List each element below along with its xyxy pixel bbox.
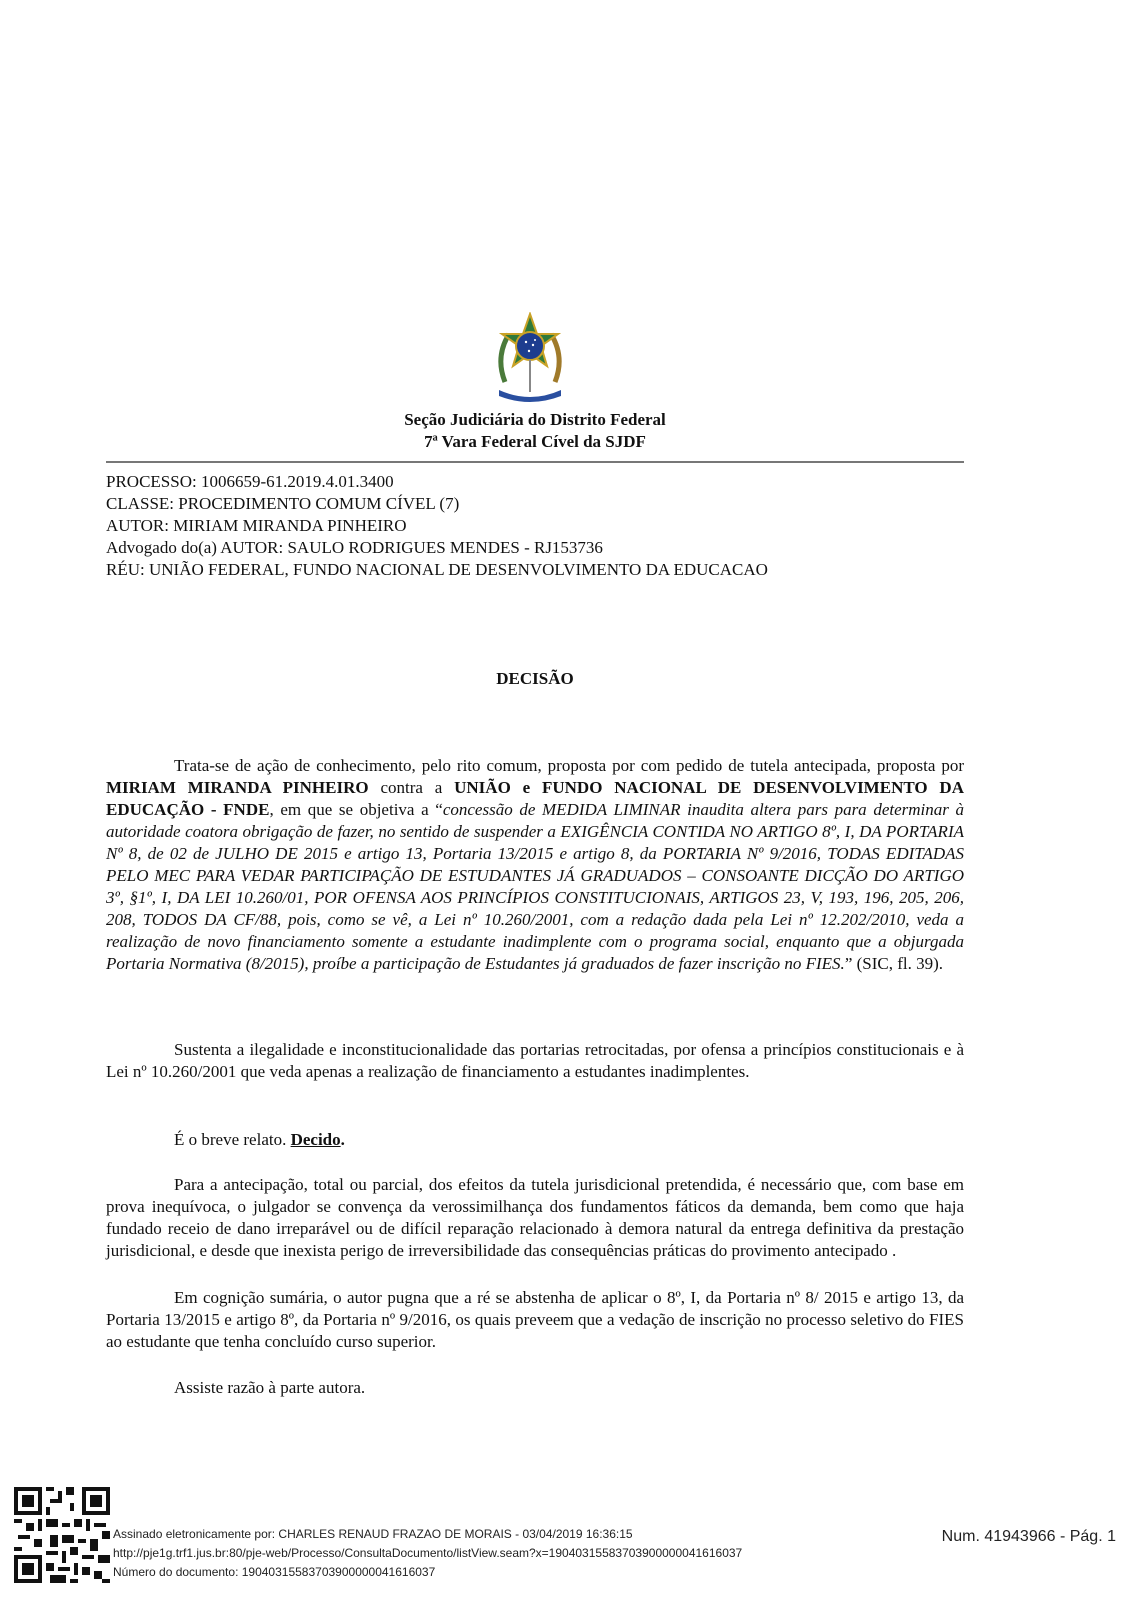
p2-text: Sustenta a ilegalidade e inconstitucionalidade das portarias retrocitadas, por ofensa a princípios constitucionais e à Lei nº 10.260/2001 que veda apenas a realização de financiamento a estudantes inadimplentes. [106, 1040, 964, 1081]
document-number: Número do documento: 19040315583703900000041616037 [113, 1565, 436, 1579]
header-divider [106, 461, 964, 463]
p1-defendants: UNIÃO e FUNDO NACIONAL DE DESENVOLVIMENTO DA EDUCAÇÃO - FNDE [106, 778, 964, 819]
paragraph-2 [106, 1039, 964, 1083]
p4-text: Para a antecipação, total ou parcial, dos efeitos da tutela jurisdicional pretendida, é necessário que, com base em prova inequívoca, o julgador se convença da verossimilhança dos fundamentos fáticos da demanda, bem como que haja fundado receio de dano irreparável ou de difícil reparação relacionado à demora natural da entrega definitiva da prestação jurisdicional, e desde que inexista perigo de irreversibilidade das consequências práticas do provimento antecipado . [106, 1175, 964, 1260]
case-header [106, 471, 768, 581]
p3-text: É o breve relato. [174, 1130, 291, 1149]
p1-quote: concessão de MEDIDA LIMINAR inaudita altera pars para determinar à autoridade coatora obrigação de fazer, no sentido de suspender a EXIGÊNCIA CONTIDA NO ARTIGO 8º, I, DA PORTARIA Nº 8, de 02 de JULHO DE 2015 e artigo 13, Portaria 13/2015 e artigo 8, da PORTARIA Nº 9/2016, TODAS EDITADAS PELO MEC PARA VEDAR PARTICIPAÇÃO DE ESTUDANTES JÁ GRADUADOS – CONSOANTE DICÇÃO DO ARTIGO 3º, §1º, I, DA LEI 10.260/01, POR OFENSA AOS PRINCÍPIOS CONSTITUCIONAIS, ARTIGOS 23, V, 193, 196, 205, 206, 208, TODOS DA CF/88, pois, como se vê, a Lei nº 10.260/2001, com a redação dada pela Lei nº 12.202/2010, veda a realização de novo financiamento somente a estudante inadimplente com o programa social, enquanto que a objurgada Portaria Normativa (8/2015), proíbe a participação de Estudantes já graduados de fazer inscrição no FIES. [106, 800, 965, 973]
p1-text-c: contra a [368, 778, 455, 797]
page-number: Num. 41943966 - Pág. 1 [941, 1528, 1116, 1545]
case-class: CLASSE: PROCEDIMENTO COMUM CÍVEL (7) [106, 494, 460, 513]
document-title: DECISÃO [496, 669, 574, 688]
paragraph-4 [106, 1174, 964, 1262]
p1-plaintiff-name: MIRIAM MIRANDA PINHEIRO [106, 778, 369, 797]
case-plaintiff: AUTOR: MIRIAM MIRANDA PINHEIRO [106, 516, 407, 535]
case-process-number: PROCESSO: 1006659-61.2019.4.01.3400 [106, 472, 394, 491]
p3-period: . [340, 1130, 345, 1149]
case-defendant: RÉU: UNIÃO FEDERAL, FUNDO NACIONAL DE DESENVOLVIMENTO DA EDUCACAO [106, 560, 768, 579]
qr-code-icon [14, 1487, 110, 1583]
paragraph-6 [106, 1377, 964, 1399]
paragraph-3 [106, 1129, 964, 1151]
court-division: 7ª Vara Federal Cível da SJDF [424, 432, 646, 451]
signature-line: Assinado eletronicamente por: CHARLES RENAUD FRAZAO DE MORAIS - 03/04/2019 16:36:15 [113, 1527, 633, 1541]
p1-citation: ” (SIC, fl. 39). [844, 954, 944, 973]
paragraph-1 [106, 755, 964, 975]
p1-text-e: , em que se objetiva a “ [269, 800, 443, 819]
paragraph-5 [106, 1287, 964, 1353]
document-url-link[interactable]: http://pje1g.trf1.jus.br:80/pje-web/Processo/ConsultaDocumento/listView.seam?x=19040315583703900000041616037 [113, 1546, 743, 1560]
p6-text: Assiste razão à parte autora. [174, 1378, 366, 1397]
p1-text-a: Trata-se de ação de conhecimento, pelo rito comum, proposta por com pedido de tutela antecipada, proposta por [174, 756, 964, 775]
p5-text: Em cognição sumária, o autor pugna que a ré se abstenha de aplicar o 8º, I, da Portaria nº 8/ 2015 e artigo 13, da Portaria 13/2015 e artigo 8º, da Portaria nº 9/2016, os quais preveem que a vedação de inscrição no processo seletivo do FIES ao estudante que tenha concluído curso superior. [106, 1288, 964, 1351]
coat-of-arms-emblem [491, 312, 569, 406]
case-lawyer: Advogado do(a) AUTOR: SAULO RODRIGUES MENDES - RJ153736 [106, 538, 603, 557]
court-name: Seção Judiciária do Distrito Federal [404, 410, 666, 429]
p3-decido: Decido [290, 1130, 341, 1149]
